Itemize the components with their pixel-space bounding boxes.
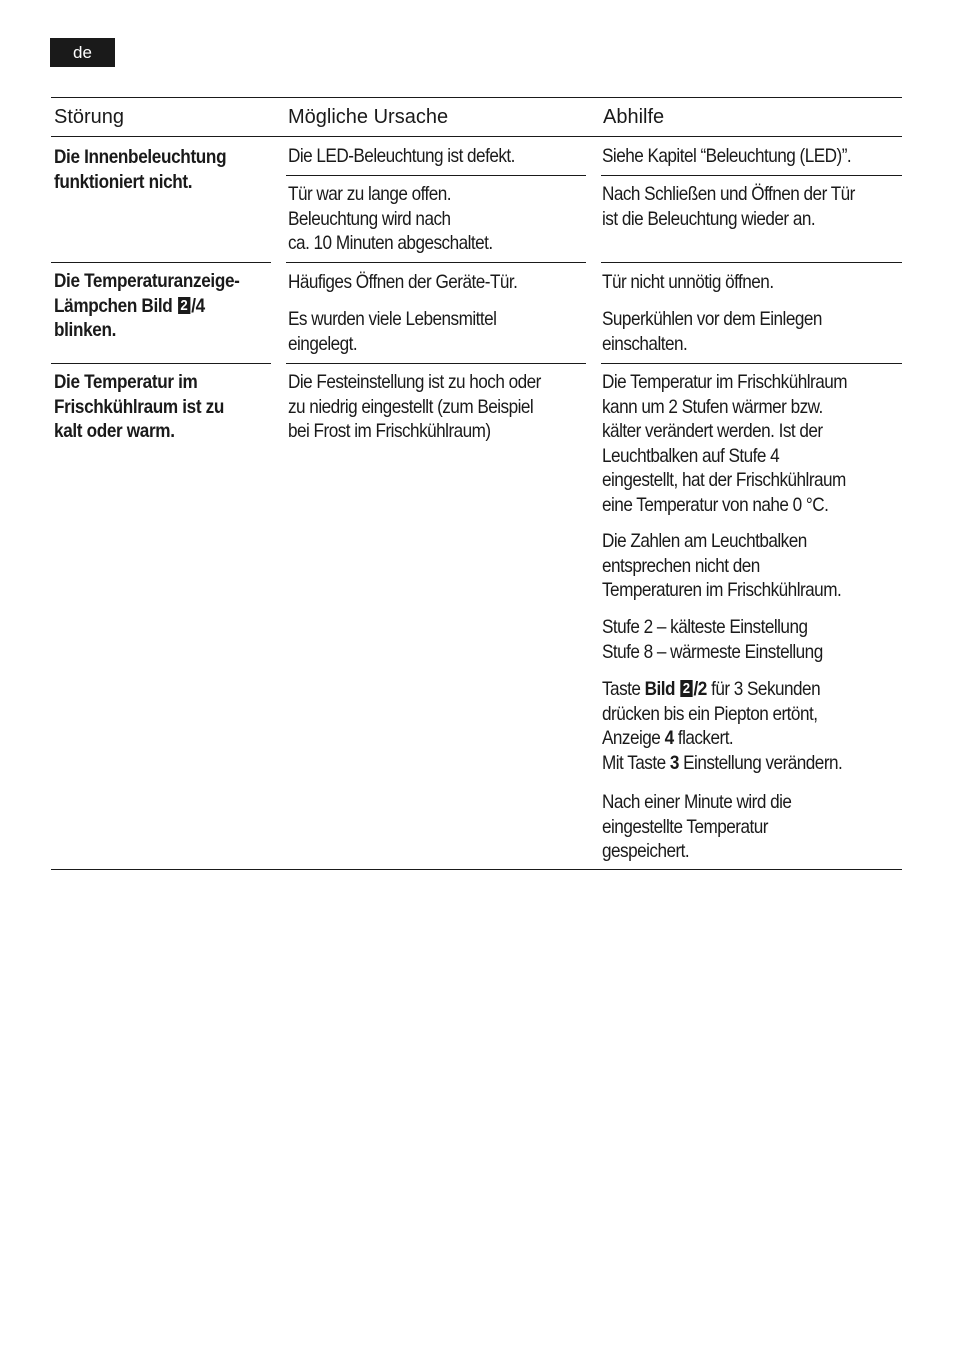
figure-number-badge: 2 <box>680 680 693 697</box>
sub-rule <box>286 175 586 176</box>
table-top-rule <box>51 97 902 98</box>
cause-line: Beleuchtung wird nach <box>288 207 451 230</box>
remedy-cell <box>602 270 774 295</box>
cause-line: bei Frost im Frischkühlraum) <box>288 420 491 442</box>
row-rule <box>601 363 902 364</box>
fault-cell <box>54 145 226 194</box>
remedy-line <box>602 751 842 776</box>
remedy-line: eine Temperatur von nahe 0 °C. <box>602 493 829 516</box>
cause-line: Die Festeinstellung ist zu hoch oder <box>288 371 541 393</box>
header-remedy: Abhilfe <box>603 106 665 128</box>
fault-line: Die Temperaturanzeige- <box>54 270 240 292</box>
remedy-line: kann um 2 Stufen wärmer bzw. <box>602 395 823 418</box>
remedy-line: gespeichert. <box>602 840 690 862</box>
remedy-line: eingestellt, hat der Frischkühlraum <box>602 469 846 491</box>
remedy-cell <box>602 370 847 517</box>
table-bottom-rule <box>51 869 902 870</box>
cause-cell <box>288 307 496 356</box>
header-cause: Mögliche Ursache <box>288 106 449 128</box>
cause-cell <box>288 270 517 295</box>
cause-line: eingelegt. <box>288 332 358 355</box>
cause-line: ca. 10 Minuten abgeschaltet. <box>288 232 493 254</box>
fault-line: kalt oder warm. <box>54 420 175 442</box>
cause-line: Es wurden viele Lebensmittel <box>288 308 497 330</box>
cause-cell <box>288 370 541 444</box>
header-fault: Störung <box>54 106 125 128</box>
remedy-line: Die Zahlen am Leuchtbalken <box>602 530 807 552</box>
remedy-cell <box>602 529 841 603</box>
fault-text: Lämpchen Bild <box>54 294 173 317</box>
fault-line: Frischkühlraum ist zu <box>54 395 224 418</box>
remedy-line: drücken bis ein Piepton ertönt, <box>602 702 818 725</box>
row-rule <box>51 363 271 364</box>
remedy-bold-text: 4 <box>664 727 674 749</box>
fault-cell <box>54 269 240 343</box>
figure-number-badge: 2 <box>178 297 191 314</box>
row-rule <box>601 262 902 263</box>
fault-cell <box>54 370 224 444</box>
fault-line: blinken. <box>54 319 117 341</box>
fault-line <box>54 294 240 319</box>
remedy-cell <box>602 144 851 169</box>
remedy-line: Superkühlen vor dem Einlegen <box>602 308 822 330</box>
remedy-cell <box>602 615 823 664</box>
remedy-line: entsprechen nicht den <box>602 554 760 577</box>
cause-line: zu niedrig eingestellt (zum Beispiel <box>288 395 534 418</box>
remedy-text: Mit Taste <box>602 751 666 774</box>
remedy-cell <box>602 677 842 775</box>
cause-line: Tür war zu lange offen. <box>288 183 452 205</box>
remedy-line: kälter verändert werden. Ist der <box>602 420 823 442</box>
remedy-line: Nach einer Minute wird die <box>602 791 792 813</box>
remedy-line: Siehe Kapitel “Beleuchtung (LED)”. <box>602 145 852 167</box>
remedy-line: Nach Schließen und Öffnen der Tür <box>602 183 855 205</box>
remedy-text: für 3 Sekunden <box>711 678 821 700</box>
remedy-line <box>602 726 842 751</box>
remedy-line: Stufe 2 – kälteste Einstellung <box>602 616 808 638</box>
remedy-bold-text: 3 <box>669 751 679 774</box>
row-rule <box>51 262 271 263</box>
fault-text: /4 <box>191 294 205 317</box>
cause-line: Die LED-Beleuchtung ist defekt. <box>288 145 515 167</box>
remedy-text: flackert. <box>677 727 734 749</box>
cause-cell <box>288 144 515 169</box>
remedy-line <box>602 677 842 702</box>
fault-line: Die Innenbeleuchtung <box>54 146 227 168</box>
remedy-cell <box>602 182 855 231</box>
remedy-bold-text: Bild <box>644 678 675 700</box>
remedy-cell <box>602 790 791 864</box>
remedy-line: Leuchtbalken auf Stufe 4 <box>602 444 780 467</box>
remedy-text: Taste <box>602 678 641 700</box>
remedy-line: Temperaturen im Frischkühlraum. <box>602 579 842 601</box>
remedy-line: Tür nicht unnötig öffnen. <box>602 271 774 293</box>
remedy-text: Anzeige <box>602 727 661 749</box>
remedy-line: einschalten. <box>602 332 688 355</box>
remedy-line: ist die Beleuchtung wieder an. <box>602 207 816 230</box>
header-bottom-rule <box>51 136 902 137</box>
cause-cell <box>288 182 493 256</box>
sub-rule <box>601 175 902 176</box>
language-tag: de <box>50 38 115 67</box>
row-rule <box>286 363 586 364</box>
remedy-bold-text: /2 <box>693 678 707 700</box>
fault-line: Die Temperatur im <box>54 371 198 393</box>
row-rule <box>286 262 586 263</box>
fault-line: funktioniert nicht. <box>54 170 193 193</box>
remedy-line: Die Temperatur im Frischkühlraum <box>602 371 848 393</box>
remedy-cell <box>602 307 822 356</box>
remedy-line: eingestellte Temperatur <box>602 815 768 838</box>
remedy-text: Einstellung verändern. <box>683 751 843 774</box>
cause-line: Häufiges Öffnen der Geräte-Tür. <box>288 271 518 293</box>
remedy-line: Stufe 8 – wärmeste Einstellung <box>602 640 823 663</box>
